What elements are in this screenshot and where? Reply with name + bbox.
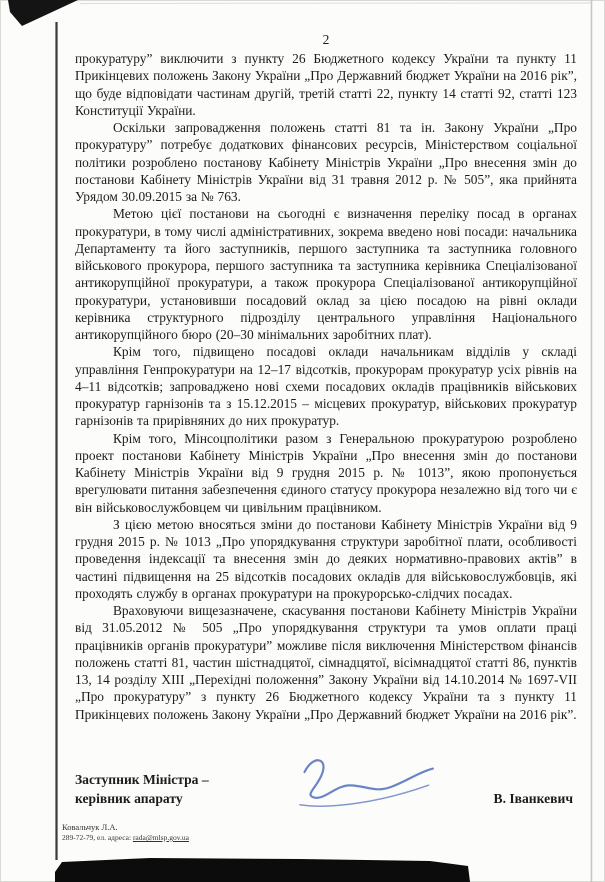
handwritten-signature <box>275 739 451 826</box>
executor-footer <box>62 822 189 843</box>
corner-fold-artifact <box>8 0 78 26</box>
body-paragraph-6: З цією метою вносяться зміни до постанови Кабінету Міністрів України від 9 грудня 2015 р. № 1013 „Про упорядкування структури заробітної плати, особливості проведення індексації та внесення змін до деяких нормативно-правових актів” в частині підвищення на 25 відсотків посадових окладів для військовослужбовців, які проходять службу в органах прокуратури на прокурорсько-слідчих посадах. <box>75 516 577 601</box>
page-number: 2 <box>322 32 330 47</box>
signatory-name: В. Іванкевич <box>493 791 573 806</box>
top-edge-artifact <box>80 3 592 4</box>
signatory-title-line-2: керівник апарату <box>75 791 183 806</box>
document-body <box>75 50 577 723</box>
executor-email: rada@mlsp.gov.ua <box>132 833 189 842</box>
body-paragraph-2: Оскільки запровадження положень статті 81 та ін. Закону України „Про прокуратуру” потребує додаткових фінансових ресурсів, Міністерством соціальної політики розроблено постанову Кабінету Міністрів України „Про внесення змін до постанови Кабінету Міністрів України від 31 травня 2012 р. № 505”, яка прийнята Урядом 30.09.2015 за № 763. <box>75 120 577 204</box>
body-paragraph-4: Крім того, підвищено посадові оклади начальникам відділів у складі управління Генпрокуратури на 12–17 відсотків, прокурорам прокуратур усіх рівнів на 4–11 відсотків; запроваджено нові схеми посадових окладів працівників військових прокуратур гарнізонів та з 15.12.2015 – місцевих прокуратур, військових прокуратур гарнізонів та прирівняних до них прокуратур. <box>75 344 577 429</box>
executor-contact <box>62 833 189 843</box>
bottom-band-artifact <box>55 858 470 882</box>
signatory-title-line-1: Заступник Міністра – <box>75 772 209 787</box>
executor-name: Ковальчук Л.А. <box>62 822 118 832</box>
body-paragraph-5: Крім того, Мінсоцполітики разом з Генеральною прокуратурою розроблено проект постанови Кабінету Міністрів України „Про внесення змін до постанови Кабінету Міністрів України від 9 грудня 2015 р. № 1013”, якою пропонується врегулювати питання забезпечення єдиного статусу прокурора незалежно від того чи є він військовослужбовцем чи цивільним працівником. <box>75 430 577 515</box>
body-paragraph-3: Метою цієї постанови на сьогодні є визначення переліку посад в органах прокуратури, в тому числі адміністративних, зокрема введено нові посади: начальника Департаменту та його заступників, першого заступника та заступника головного військового прокурора, першого заступника та заступника керівника Спеціалізованої антикорупційної прокуратури, а також прокурора Спеціалізованої антикорупційної прокуратури, установивши посадовий оклад за цією посадою на рівні оклади керівника структурного підрозділу центрального управління Національного антикорупційного бюро (20–30 мінімальних заробітних плат). <box>75 206 577 342</box>
body-paragraph-7: Враховуючи вищезазначене, скасування постанови Кабінету Міністрів України від 31.05.2012 № 505 „Про упорядкування структури та умов оплати праці працівників органів прокуратури” можливе після виключення Міністерством фінансів положень статті 81, частин шістнадцятої, сімнадцятої, вісімнадцятої статті 86, пунктів 13, 14 розділу XIII „Перехідні положення” Закону України від 14.10.2014 № 1697-VII „Про прокуратуру” з пункту 26 Бюджетного кодексу України та з пункту 11 Прикінцевих положень Закону України „Про Державний бюджет України на 2016 рік”. <box>75 603 577 722</box>
signatory-title <box>75 770 209 808</box>
executor-phone: 289-72-79, ел. адреса: <box>62 833 133 842</box>
body-paragraph-1: прокуратуру” виключити з пункту 26 Бюджетного кодексу України та пункту 11 Прикінцевих положень Закону України „Про Державний бюджет України на 2016 рік”, що буде відповідати частинам другій, третій статті 22, пункту 14 статті 92, статті 123 Конституції України. <box>75 51 577 118</box>
